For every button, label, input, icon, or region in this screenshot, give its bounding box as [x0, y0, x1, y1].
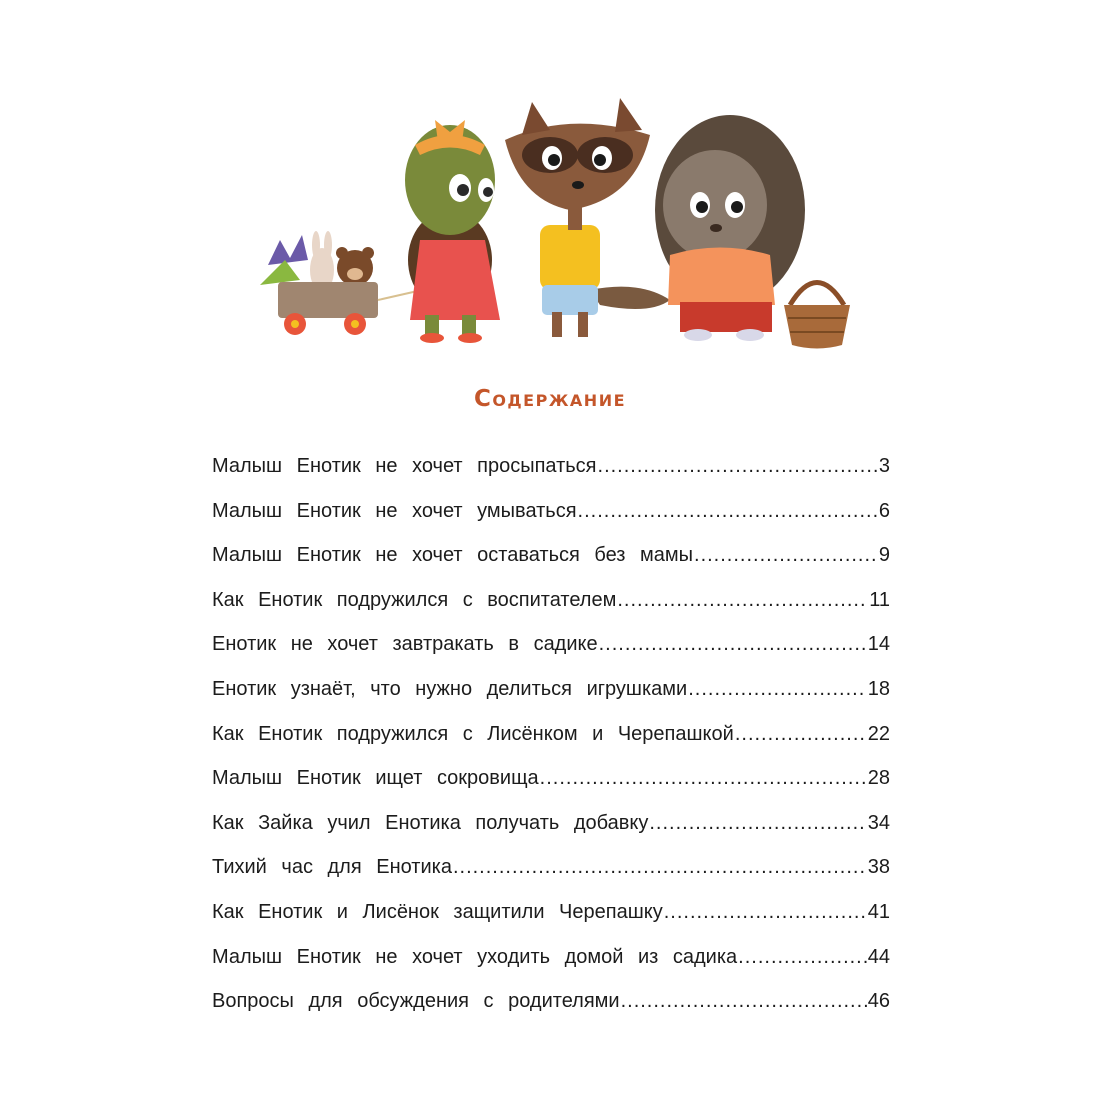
toc-entry	[212, 946, 890, 991]
toc-leader-dots	[694, 544, 878, 567]
toc-entry-title: Малыш Енотик ищет сокровища	[212, 767, 539, 790]
raccoon-icon	[505, 98, 670, 337]
toc-entry-title: Вопросы для обсуждения с родителями	[212, 990, 620, 1013]
hedgehog-icon	[655, 115, 805, 341]
table-of-contents	[212, 455, 890, 1035]
toc-entry-page: 14	[867, 633, 890, 656]
toc-entry	[212, 901, 890, 946]
toc-entry	[212, 856, 890, 901]
toc-leader-dots	[621, 990, 867, 1013]
toc-leader-dots	[617, 589, 868, 612]
characters-illustration	[250, 90, 860, 360]
toc-entry	[212, 678, 890, 723]
toc-entry-page: 9	[878, 544, 890, 567]
toc-entry	[212, 767, 890, 812]
toc-entry-page: 11	[869, 588, 890, 611]
toc-entry-title: Как Зайка учил Енотика получать добавку	[212, 811, 649, 834]
toc-entry	[212, 500, 890, 545]
toc-leader-dots	[664, 901, 867, 924]
toc-entry-title: Тихий час для Енотика	[212, 856, 452, 879]
toc-entry-title: Как Енотик и Лисёнок защитили Черепашку	[212, 900, 663, 923]
toc-entry-page: 28	[867, 767, 890, 790]
toc-entry-title: Малыш Енотик не хочет оставаться без мамы	[212, 544, 694, 567]
toc-entry-page: 3	[878, 455, 890, 477]
toc-entry-title: Малыш Енотик не хочет умываться	[212, 499, 577, 522]
basket-icon	[784, 283, 850, 349]
toc-entry-page: 6	[878, 499, 890, 522]
toc-leader-dots	[735, 723, 867, 746]
toc-entry	[212, 990, 890, 1035]
toc-entry	[212, 633, 890, 678]
toc-leader-dots	[649, 812, 866, 835]
toc-leader-dots	[598, 455, 878, 478]
toc-leader-dots	[453, 856, 867, 879]
page-title: Содержание	[473, 386, 627, 412]
toy-cart-icon	[260, 231, 422, 335]
toc-entry	[212, 544, 890, 589]
toc-entry-title: Как Енотик подружился с Лисёнком и Черепашкой	[212, 722, 734, 745]
toc-entry-page: 46	[867, 990, 890, 1013]
toc-leader-dots	[599, 633, 867, 656]
toc-entry-title: Енотик узнаёт, что нужно делиться игрушками	[212, 677, 688, 700]
illustration	[250, 90, 860, 360]
toc-entry-title: Как Енотик подружился с воспитателем	[212, 588, 617, 611]
toc-leader-dots	[540, 767, 867, 790]
toc-entry	[212, 723, 890, 768]
toc-entry-title: Малыш Енотик не хочет уходить домой из садика	[212, 945, 738, 968]
toc-entry	[212, 455, 890, 500]
toc-entry-page: 34	[867, 811, 890, 834]
toc-entry-title: Енотик не хочет завтракать в садике	[212, 633, 598, 656]
turtle-icon	[405, 120, 500, 343]
toc-entry-page: 41	[867, 900, 890, 923]
toc-leader-dots	[688, 678, 867, 701]
toc-leader-dots	[578, 500, 878, 523]
toc-leader-dots	[738, 946, 867, 969]
toc-entry	[212, 589, 890, 634]
toc-entry-page: 22	[867, 722, 890, 745]
toc-entry-page: 38	[867, 856, 890, 879]
toc-entry-page: 18	[867, 677, 890, 700]
toc-entry	[212, 812, 890, 857]
toc-entry-title: Малыш Енотик не хочет просыпаться	[212, 455, 597, 477]
toc-entry-page: 44	[867, 945, 890, 968]
